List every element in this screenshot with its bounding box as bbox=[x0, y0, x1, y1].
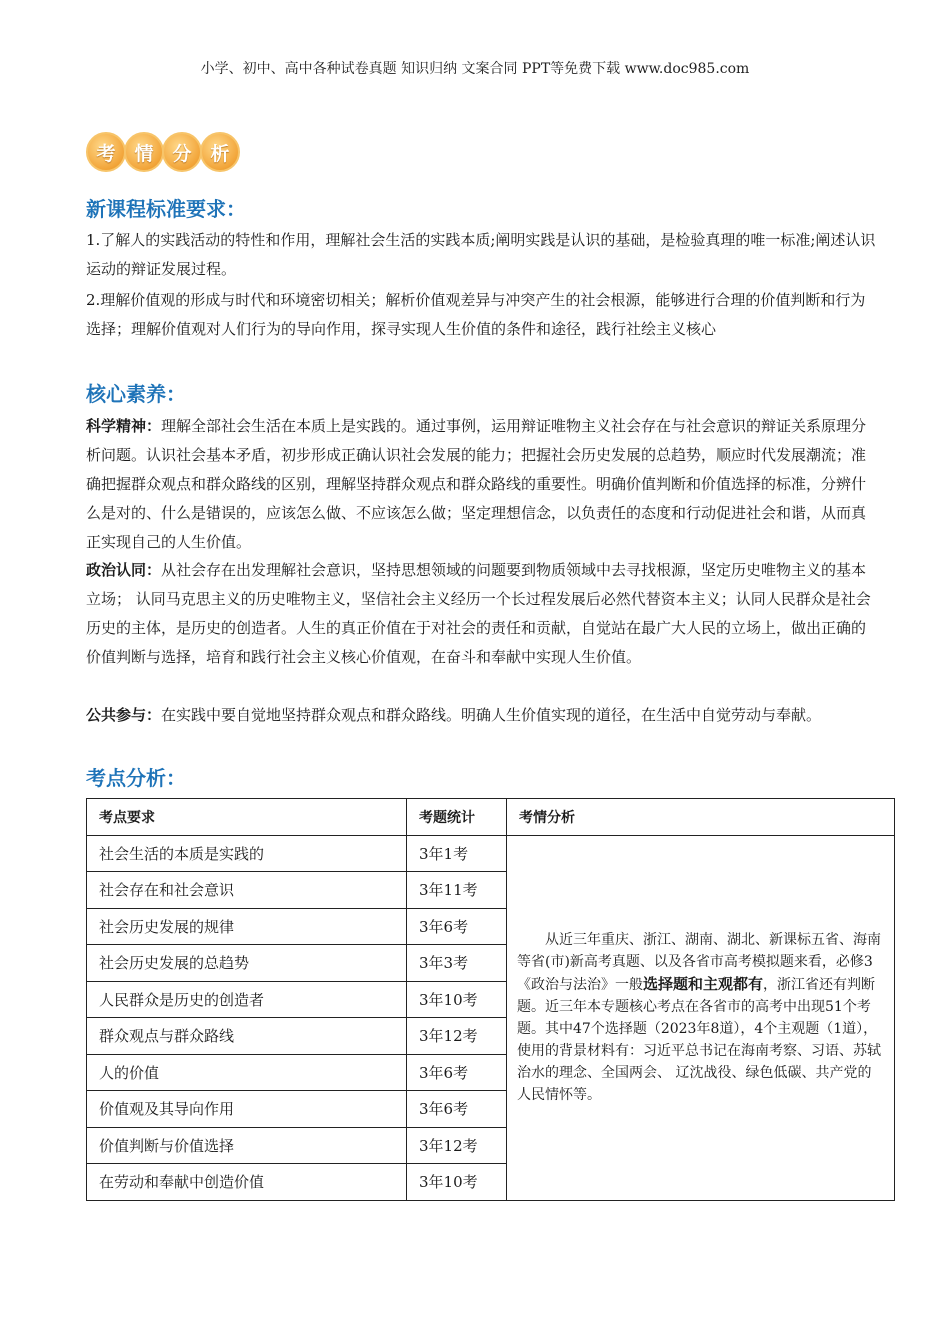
literacy-paragraph-participation bbox=[86, 701, 876, 730]
exam-analysis-badge bbox=[86, 128, 238, 176]
literacy-paragraph-politics bbox=[86, 556, 876, 672]
statistics-cell: 3年10考 bbox=[407, 1164, 507, 1201]
requirement-cell: 社会历史发展的总趋势 bbox=[87, 945, 407, 982]
literacy-paragraph-science bbox=[86, 412, 876, 557]
statistics-cell: 3年3考 bbox=[407, 945, 507, 982]
statistics-cell: 3年11考 bbox=[407, 872, 507, 909]
exam-point-table bbox=[86, 798, 895, 1201]
table-row bbox=[87, 835, 895, 872]
literacy-label: 公共参与： bbox=[86, 706, 162, 724]
statistics-cell: 3年6考 bbox=[407, 1054, 507, 1091]
statistics-cell: 3年6考 bbox=[407, 1091, 507, 1128]
requirement-cell: 人的价值 bbox=[87, 1054, 407, 1091]
section-title-curriculum: 新课程标准要求： bbox=[86, 197, 246, 221]
statistics-cell: 3年12考 bbox=[407, 1127, 507, 1164]
literacy-text: 在实践中要自觉地坚持群众观点和群众路线。明确人生价值实现的道径，在生活中自觉劳动与奉献。 bbox=[161, 706, 822, 724]
requirement-cell: 人民群众是历史的创造者 bbox=[87, 981, 407, 1018]
literacy-text: 理解全部社会生活在本质上是实践的。通过事例，运用辩证唯物主义社会存在与社会意识的辩证关系原理分析问题。认识社会基本矛盾，初步形成正确认识社会发展的能力；把握社会历史发展的总趋势，顺应时代发展潮流；准确把握群众观点和群众路线的区别，理解坚持群众观点和群众路线的重要性。明确价值判断和价值选择的标准，分辨什么是对的、什么是错误的，应该怎么做、不应该怎么做；坚定理想信念，以负责任的态度和行动促进社会和谐，从而真正实现自己的人生价值。 bbox=[86, 417, 867, 551]
statistics-cell: 3年1考 bbox=[407, 835, 507, 872]
analysis-text-2: ，浙江省还有判断题。近三年本专题核心考点在各省市的高考中出现51个考题。其中47个选择题（2023年8道），4个主观题（1道），使用的背景材料有：习近平总书记在海南考察、习语、苏轼治水的理念、全国两会、 辽沈战役、绿色低碳、共产党的人民情怀等。 bbox=[517, 977, 881, 1103]
badge-char: 考 bbox=[86, 132, 126, 172]
requirement-cell: 价值观及其导向作用 bbox=[87, 1091, 407, 1128]
section-title-exam-points: 考点分析： bbox=[86, 766, 186, 790]
badge-char: 情 bbox=[124, 132, 164, 172]
badge-char: 析 bbox=[200, 132, 240, 172]
literacy-label: 政治认同： bbox=[86, 561, 162, 579]
header-statistics: 考题统计 bbox=[407, 799, 507, 836]
section-title-core-literacy: 核心素养： bbox=[86, 382, 186, 406]
table-header-row bbox=[87, 799, 895, 836]
literacy-text: 从社会存在出发理解社会意识，坚持思想领域的问题要到物质领域中去寻找根源，坚定历史唯物主义的基本立场； 认同马克思主义的历史唯物主义，坚信社会主义经历一个长过程发展后必然代替资本主义；认同人民群众是社会历史的主体，是历史的创造者。人生的真正价值在于对社会的责任和贡献，自觉站在最广大人民的立场上，做出正确的价值判断与选择，培育和践行社会主义核心价值观，在奋斗和奉献中实现人生价值。 bbox=[86, 561, 871, 666]
requirement-cell: 在劳动和奉献中创造价值 bbox=[87, 1164, 407, 1201]
analysis-cell bbox=[507, 835, 895, 1200]
statistics-cell: 3年6考 bbox=[407, 908, 507, 945]
header-requirement: 考点要求 bbox=[87, 799, 407, 836]
requirement-cell: 社会存在和社会意识 bbox=[87, 872, 407, 909]
curriculum-paragraph-1: 1.了解人的实践活动的特性和作用，理解社会生活的实践本质;阐明实践是认识的基础，是检验真理的唯一标准;阐述认识运动的辩证发展过程。 bbox=[86, 231, 876, 278]
requirement-cell: 群众观点与群众路线 bbox=[87, 1018, 407, 1055]
analysis-text-1: 从近三年重庆、浙江、湖南、湖北、新课标五省、海南等省(市)新高考真题、以及各省市高考模拟题来看，必修3《政治与法治》一般 bbox=[517, 932, 881, 993]
requirement-cell: 社会历史发展的规律 bbox=[87, 908, 407, 945]
curriculum-paragraph-2: 2.理解价值观的形成与时代和环境密切相关；解析价值观差异与冲突产生的社会根源，能够进行合理的价值判断和行为选择；理解价值观对人们行为的导向作用，探寻实现人生价值的条件和途径，践行社绘主义核心 bbox=[86, 291, 866, 338]
statistics-cell: 3年10考 bbox=[407, 981, 507, 1018]
requirement-cell: 价值判断与价值选择 bbox=[87, 1127, 407, 1164]
literacy-label: 科学精神： bbox=[86, 417, 162, 435]
page-header: 小学、初中、高中各种试卷真题 知识归纳 文案合同 PPT等免费下载 www.doc985.com bbox=[200, 61, 750, 77]
requirement-cell: 社会生活的本质是实践的 bbox=[87, 835, 407, 872]
analysis-bold-text: 选择题和主观都有 bbox=[643, 975, 764, 993]
badge-char: 分 bbox=[162, 132, 202, 172]
statistics-cell: 3年12考 bbox=[407, 1018, 507, 1055]
header-analysis: 考情分析 bbox=[507, 799, 895, 836]
